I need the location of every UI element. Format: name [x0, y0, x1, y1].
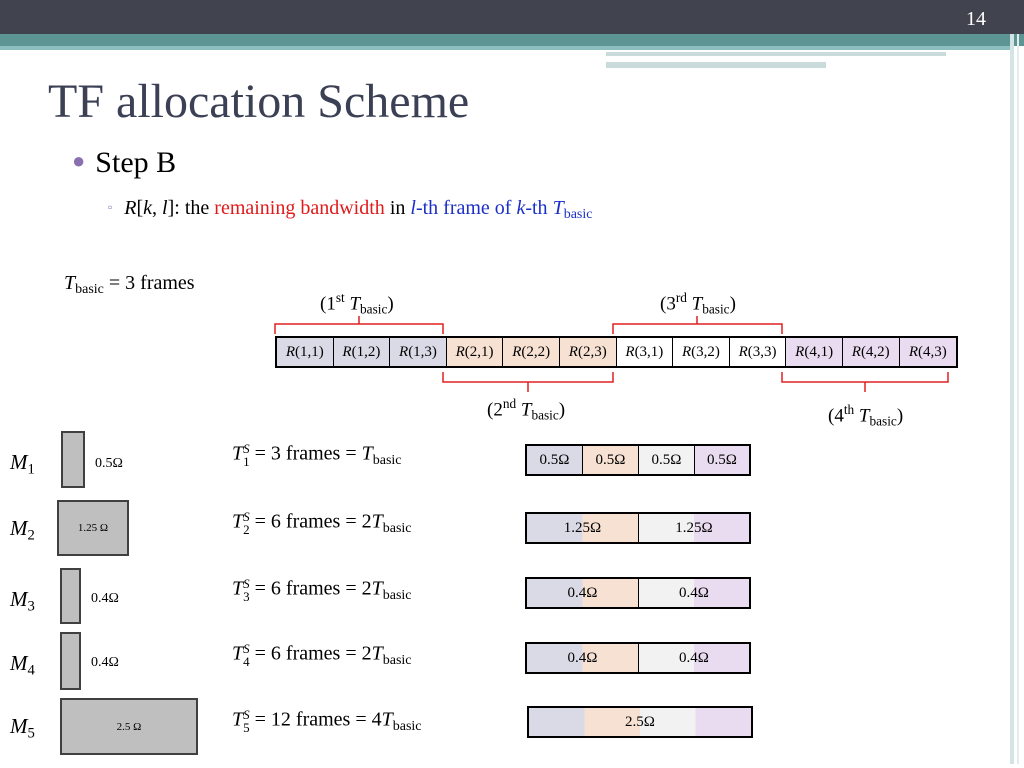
machine-label-2: [10, 516, 35, 544]
machine-sub: 3: [27, 598, 35, 615]
period-sup: S: [243, 707, 250, 722]
period-formula-3: [232, 577, 412, 604]
def-var-l: l: [410, 197, 416, 219]
schedule-segment: 0.4Ω: [639, 644, 749, 672]
machine-box-3: [60, 568, 81, 624]
bracket-label-T: T: [349, 293, 361, 315]
bracket-label-sub: basic: [531, 407, 559, 423]
schedule-segment: 0.4Ω: [527, 579, 639, 607]
frame-index: (1,3): [408, 344, 437, 360]
schedule-bar-3: [525, 577, 751, 609]
bracket-4: [782, 372, 948, 382]
frame-index: (2,1): [464, 344, 494, 360]
bracket-label-T: T: [520, 399, 532, 421]
machine-label-3: [10, 587, 35, 615]
frame-index: (3,2): [691, 344, 720, 360]
frame-index: (4,1): [804, 344, 834, 360]
machine-value-3: 0.4Ω: [91, 591, 119, 606]
bracket-label-text: ): [387, 293, 394, 315]
tbasic-sub: basic: [75, 282, 104, 298]
machine-sub: 5: [27, 725, 35, 742]
def-var-k: k: [143, 197, 153, 219]
period-sub: 3: [243, 589, 250, 604]
bracket-label-text: ): [729, 293, 736, 315]
bracket-label-4: [828, 402, 903, 429]
schedule-bar-5: [527, 706, 753, 738]
bracket-label-text: ): [896, 405, 904, 427]
bracket-label-T: T: [691, 293, 703, 315]
period-T2: T: [361, 442, 373, 465]
frame-R: R: [455, 344, 465, 360]
period-sub: 2: [243, 522, 250, 537]
bracket-label-text: (: [487, 399, 494, 421]
frame-cell: [277, 338, 334, 366]
frame-cell: [560, 338, 617, 366]
machine-box-text: 2.5 Ω: [116, 720, 142, 733]
machine-M: M: [10, 587, 28, 611]
frame-R: R: [342, 344, 352, 360]
bracket-label-num: 3: [666, 293, 676, 315]
schedule-segment: 0.5Ω: [527, 446, 583, 474]
frame-index: (2,3): [577, 344, 607, 360]
bracket-label-T: T: [858, 405, 870, 427]
bracket-3: [613, 324, 782, 334]
bracket-label-ord: st: [335, 290, 345, 305]
bracket-label-ord: th: [843, 402, 855, 417]
bracket-label-sub: basic: [869, 413, 897, 429]
schedule-segment: 0.4Ω: [639, 579, 749, 607]
period-T: T: [232, 577, 244, 600]
frame-R: R: [568, 344, 578, 360]
frame-R: R: [681, 344, 692, 360]
period-sub2: basic: [382, 520, 412, 536]
bullet-step-text: Step B: [95, 146, 177, 179]
bracket-2: [443, 372, 613, 382]
frame-row: [275, 336, 958, 368]
schedule-segment: 0.5Ω: [583, 446, 639, 474]
def-text: -th frame of: [415, 197, 517, 219]
bracket-label-2: [487, 396, 565, 423]
schedule-bar-2: [525, 512, 751, 544]
period-T2: T: [371, 510, 383, 533]
bracket-1: [275, 324, 443, 334]
frame-R: R: [285, 344, 295, 360]
slide-number: 14: [966, 8, 986, 30]
slide-title: TF allocation Scheme: [48, 75, 470, 128]
period-sub: 1: [243, 454, 250, 469]
machine-label-4: [10, 651, 35, 679]
frame-cell: [843, 338, 900, 366]
machine-box-5: [60, 698, 198, 755]
frame-index: (3,1): [634, 344, 664, 360]
bracket-label-num: 1: [326, 293, 336, 315]
def-T-sub: basic: [563, 207, 593, 223]
period-formula-5: [232, 708, 422, 735]
bracket-label-ord: nd: [502, 396, 517, 411]
machine-sub: 1: [27, 461, 35, 478]
schedule-segment: 1.25Ω: [527, 514, 639, 542]
period-rest: = 6 frames = 2: [249, 510, 372, 533]
bracket-label-sub: basic: [360, 301, 388, 317]
frame-R: R: [851, 344, 861, 360]
def-symbol: R: [124, 197, 137, 219]
period-sub2: basic: [372, 452, 402, 468]
frame-cell: [900, 338, 957, 366]
frame-R: R: [738, 344, 748, 360]
frame-cell: [390, 338, 447, 366]
period-sub: 4: [243, 654, 250, 669]
frame-index: (2,2): [521, 344, 551, 360]
frame-R: R: [625, 344, 635, 360]
def-text: ,: [152, 197, 163, 219]
bracket-label-3: [660, 290, 736, 317]
machine-value-4: 0.4Ω: [91, 655, 119, 670]
machine-M: M: [10, 516, 28, 540]
period-sup: S: [243, 441, 250, 456]
period-rest: = 3 frames =: [249, 442, 362, 465]
frame-index: (4,2): [860, 344, 890, 360]
tbasic-T: T: [64, 272, 76, 294]
machine-M: M: [10, 714, 28, 738]
period-sub2: basic: [382, 652, 412, 668]
period-rest: = 12 frames = 4: [249, 708, 382, 731]
period-sub: 5: [243, 720, 250, 735]
machine-box-1: [61, 431, 85, 488]
frame-index: (1,1): [295, 344, 324, 360]
machine-label-5: [10, 714, 35, 742]
period-T: T: [232, 642, 244, 665]
period-T: T: [232, 708, 244, 731]
period-T2: T: [371, 642, 383, 665]
frame-R: R: [512, 344, 522, 360]
bracket-label-sub: basic: [702, 301, 730, 317]
period-formula-1: [232, 442, 402, 469]
frame-cell: [673, 338, 730, 366]
frame-cell: [447, 338, 504, 366]
bracket-label-text: (: [828, 405, 835, 427]
period-rest: = 6 frames = 2: [249, 642, 372, 665]
frame-index: (1,2): [351, 344, 381, 360]
machine-sub: 2: [27, 527, 35, 544]
bracket-label-text: ): [558, 399, 566, 421]
period-sub2: basic: [392, 718, 422, 734]
frame-cell: [786, 338, 843, 366]
def-text: ]: [167, 197, 175, 219]
def-highlight: remaining bandwidth: [214, 197, 385, 219]
schedule-segment: 0.4Ω: [527, 644, 639, 672]
bracket-label-1: [320, 290, 394, 317]
period-sup: S: [243, 576, 250, 591]
machine-label-1: [10, 450, 35, 478]
def-text: : the: [174, 197, 215, 219]
machine-sub: 4: [27, 662, 35, 679]
schedule-segment: 1.25Ω: [639, 514, 749, 542]
period-T2: T: [371, 577, 383, 600]
bracket-label-num: 4: [834, 405, 844, 427]
period-formula-2: [232, 510, 412, 537]
bracket-label-text: (: [660, 293, 667, 315]
frame-index: (3,3): [747, 344, 777, 360]
frame-cell: [503, 338, 560, 366]
def-var-k: k: [516, 197, 526, 219]
schedule-bar-1: [525, 444, 751, 476]
period-formula-4: [232, 642, 412, 669]
period-T2: T: [381, 708, 393, 731]
period-rest: = 6 frames = 2: [249, 577, 372, 600]
period-T: T: [232, 510, 244, 533]
frame-R: R: [399, 344, 409, 360]
frame-R: R: [908, 344, 919, 360]
def-text: in: [384, 197, 411, 219]
machine-value-1: 0.5Ω: [95, 456, 123, 471]
frame-cell: [617, 338, 674, 366]
bracket-label-num: 2: [493, 399, 503, 421]
period-sup: S: [243, 509, 250, 524]
machine-M: M: [10, 651, 28, 675]
bullet-square-icon: ▫: [108, 200, 113, 214]
tbasic-rest: = 3 frames: [103, 272, 195, 294]
frame-R: R: [795, 344, 805, 360]
frame-cell: [730, 338, 787, 366]
schedule-segment: 0.5Ω: [695, 446, 749, 474]
bullet-dot-icon: ●: [72, 148, 86, 173]
def-text: -th: [525, 197, 553, 219]
frame-cell: [334, 338, 391, 366]
machine-M: M: [10, 450, 28, 474]
schedule-bar-4: [525, 642, 751, 674]
bracket-label-text: (: [320, 293, 327, 315]
machine-box-2: [57, 500, 129, 556]
schedule-segment: 0.5Ω: [639, 446, 695, 474]
period-sup: S: [243, 641, 250, 656]
schedule-segment: 2.5Ω: [529, 708, 751, 736]
machine-box-4: [60, 632, 81, 690]
bracket-label-ord: rd: [675, 290, 687, 305]
def-var-l: l: [162, 197, 168, 219]
def-text: [: [136, 197, 144, 219]
frame-index: (4,3): [918, 344, 947, 360]
machine-box-text: 1.25 Ω: [77, 522, 109, 534]
period-sub2: basic: [382, 587, 412, 603]
period-T: T: [232, 442, 244, 465]
def-T: T: [552, 197, 564, 219]
